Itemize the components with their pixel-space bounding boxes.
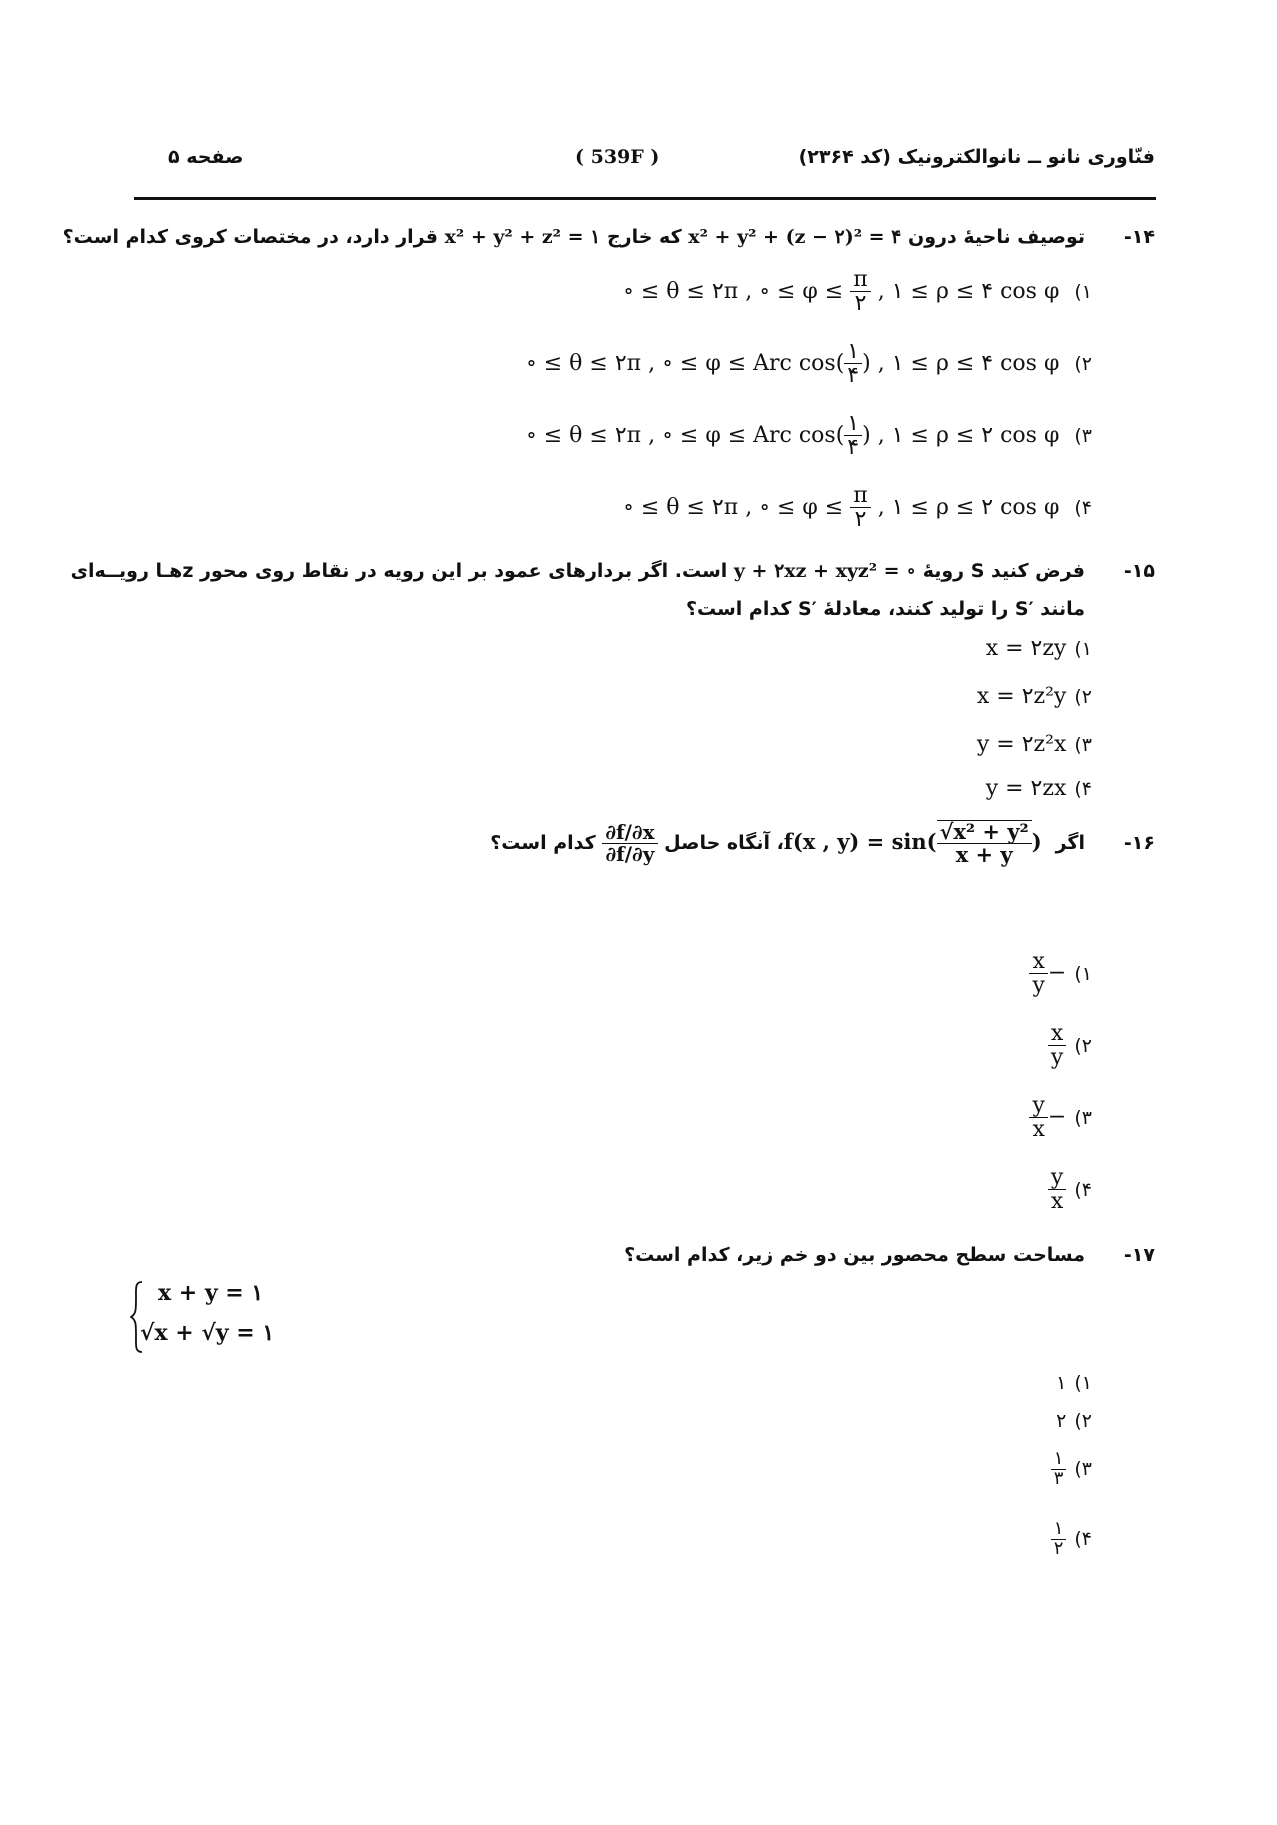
rho-range: ۱ ≤ ρ ≤ ۴ cos φ: [891, 350, 1060, 376]
option-15-3: [977, 732, 1092, 757]
question-15: [71, 560, 1155, 582]
course-title: فنّاوری نانو ــ نانوالکترونیک (کد ۲۳۶۴): [798, 146, 1155, 168]
fraction-numerator: π: [850, 484, 870, 508]
option-14-2: ۲) ∘ ≤ θ ≤ ۲π , ∘ ≤ φ ≤ Arc cos( $\frac{۱}{۴}$ ) , ۱ ≤ ρ ≤ ۴ cos φ: [525, 339, 1092, 389]
option-17-2: [1056, 1408, 1092, 1433]
option-15-2: [977, 684, 1092, 709]
option-number: ۳): [1074, 734, 1092, 756]
question-text: اگر: [1055, 832, 1085, 855]
fraction-denominator: ۴: [847, 435, 860, 461]
equation: x² + y² + (z − ۲)² = ۴: [688, 226, 902, 248]
option-15-4: [986, 776, 1092, 801]
fraction-denominator: ۲: [1053, 1537, 1064, 1559]
phi-range: ∘ ≤ φ ≤ Arc cos(: [662, 422, 845, 448]
option-number: ۲): [1074, 686, 1092, 708]
option-16-1: [1029, 950, 1092, 997]
option-14-4: ۴) ∘ ≤ θ ≤ ۲π , ∘ ≤ φ ≤ $\frac{\pi}{۲}$ , ۱ ≤ ρ ≤ ۲ cos φ: [623, 483, 1092, 533]
option-15-1: [986, 636, 1092, 661]
fraction-denominator: x: [1050, 1189, 1064, 1215]
question-number: ۱۵-: [1123, 560, 1155, 582]
question-14: [63, 226, 1155, 248]
option-number: ۴): [1074, 1528, 1092, 1551]
question-number: ۱۷-: [1123, 1244, 1155, 1266]
question-17: [624, 1244, 1155, 1266]
fraction-denominator: ۳: [1053, 1467, 1064, 1489]
question-text: که خارج: [606, 226, 682, 248]
equation: y + ۲xz + xyz² = ∘: [733, 560, 917, 582]
question-text: مانند ′S را تولید کنند، معادلهٔ ′S کدام است؟: [685, 598, 1085, 620]
rho-range: ۱ ≤ ρ ≤ ۲ cos φ: [891, 494, 1060, 520]
exam-code: ( 539F ): [575, 146, 660, 168]
theta-range: ∘ ≤ θ ≤ ۲π: [623, 278, 739, 304]
question-text: ، آنگاه حاصل: [664, 832, 784, 855]
phi-range: ∘ ≤ φ ≤: [759, 278, 844, 304]
sign: −: [1047, 960, 1067, 986]
option-number: ۱): [1074, 638, 1092, 660]
fraction-denominator: y: [1032, 973, 1045, 999]
rho-range: ۱ ≤ ρ ≤ ۲ cos φ: [891, 422, 1060, 448]
option-value: ۱: [1056, 1372, 1067, 1394]
question-number: ۱۶-: [1123, 832, 1155, 855]
fraction-numerator: x: [1048, 1022, 1066, 1046]
paren: ): [862, 350, 871, 376]
option-number: ۱): [1074, 280, 1092, 303]
option-number: ۴): [1074, 778, 1092, 800]
option-number: ۲): [1074, 1034, 1092, 1057]
partial-ratio: [602, 819, 657, 866]
fraction-numerator: ∂f/∂x: [602, 822, 657, 844]
fraction-numerator: x: [1029, 950, 1047, 974]
option-14-1: ۱) ∘ ≤ θ ≤ ۲π , ∘ ≤ φ ≤ $\frac{\pi}{۲}$ , ۱ ≤ ρ ≤ ۴ cos φ: [623, 267, 1092, 317]
option-value: ۲: [1056, 1410, 1067, 1432]
option-17-1: [1056, 1370, 1092, 1395]
fraction-numerator: y: [1029, 1094, 1047, 1118]
paren: ): [862, 422, 871, 448]
phi-range: ∘ ≤ φ ≤ Arc cos(: [662, 350, 845, 376]
option-equation: x = ۲z²y: [976, 684, 1067, 709]
sign: −: [1047, 1104, 1067, 1130]
option-16-3: [1029, 1094, 1092, 1141]
fraction-denominator: ۲: [854, 507, 867, 533]
option-number: ۱): [1074, 962, 1092, 985]
page-number: صفحه ۵: [168, 146, 244, 168]
function-prefix: f(x , y) = sin(: [783, 828, 937, 854]
fraction-numerator: ۱: [1051, 1450, 1067, 1470]
fraction-numerator: π: [850, 268, 870, 292]
system-equation-1: x + y = ۱: [158, 1280, 264, 1306]
fraction-denominator: y: [1050, 1045, 1064, 1071]
fraction-denominator: x + y: [955, 842, 1013, 868]
theta-range: ∘ ≤ θ ≤ ۲π: [525, 350, 642, 376]
option-number: ۳): [1074, 424, 1092, 447]
fraction-numerator: y: [1048, 1166, 1066, 1190]
fraction-denominator: ∂f/∂y: [605, 841, 655, 866]
fraction-denominator: ۲: [854, 291, 867, 317]
equation: x² + y² + z² = ۱: [444, 226, 601, 248]
question-number: ۱۴-: [1123, 226, 1155, 248]
question-text: کدام است؟: [490, 832, 596, 855]
option-16-2: [1048, 1022, 1092, 1069]
fraction-denominator: x: [1032, 1117, 1045, 1143]
option-16-4: [1048, 1166, 1092, 1213]
option-14-3: ۳) ∘ ≤ θ ≤ ۲π , ∘ ≤ φ ≤ Arc cos( $\frac{۱}{۴}$ ) , ۱ ≤ ρ ≤ ۲ cos φ: [525, 411, 1092, 461]
fraction-denominator: ۴: [847, 363, 860, 389]
function-definition: [783, 819, 1049, 868]
option-number: ۲): [1074, 352, 1092, 375]
header-rule: [134, 197, 1156, 200]
fraction-numerator: ۱: [844, 412, 862, 436]
option-number: ۲): [1074, 1410, 1092, 1432]
theta-range: ∘ ≤ θ ≤ ۲π: [623, 494, 739, 520]
system-equation-2: √x + √y = ۱: [140, 1320, 275, 1346]
option-equation: y = ۲zx: [985, 776, 1067, 801]
phi-range: ∘ ≤ φ ≤: [759, 494, 844, 520]
option-equation: x = ۲zy: [985, 636, 1067, 661]
question-16: [490, 820, 1155, 866]
question-text: است. اگر بردارهای عمود بر این رویه در نقاط روی محور zهـا رویــه‌ای: [70, 560, 728, 582]
option-number: ۳): [1074, 1458, 1092, 1481]
option-number: ۱): [1074, 1372, 1092, 1394]
theta-range: ∘ ≤ θ ≤ ۲π: [525, 422, 642, 448]
option-17-3: [1051, 1450, 1092, 1489]
question-text: توصیف ناحیهٔ درون: [908, 226, 1085, 248]
paren: ): [1031, 828, 1042, 854]
option-number: ۴): [1074, 496, 1092, 519]
option-number: ۳): [1074, 1106, 1092, 1129]
question-text: فرض کنید S رویهٔ: [922, 560, 1085, 582]
rho-range: ۱ ≤ ρ ≤ ۴ cos φ: [891, 278, 1060, 304]
option-number: ۴): [1074, 1178, 1092, 1201]
fraction-numerator: ۱: [1051, 1520, 1067, 1540]
question-15-line2: [686, 598, 1085, 620]
fraction-numerator: ۱: [844, 340, 862, 364]
question-text: مساحت سطح محصور بین دو خم زیر، کدام است؟: [624, 1244, 1085, 1266]
fraction-numerator: √x² + y²: [937, 820, 1032, 844]
option-equation: y = ۲z²x: [976, 732, 1067, 757]
option-17-4: [1051, 1520, 1092, 1559]
question-text: قرار دارد، در مختصات کروی کدام است؟: [62, 226, 438, 248]
